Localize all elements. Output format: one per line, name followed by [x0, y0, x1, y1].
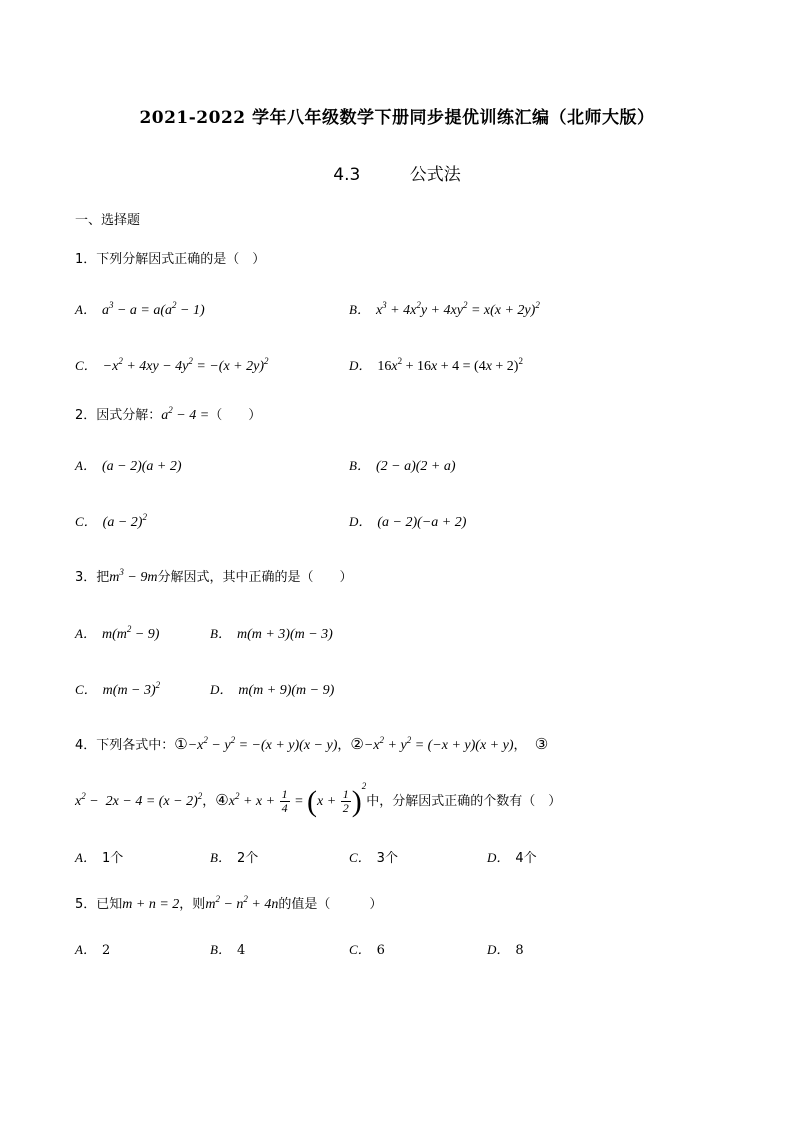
- option-expression: 1个: [101, 851, 124, 866]
- stem-text: （ ）: [209, 408, 262, 423]
- option-label: A．: [75, 302, 96, 317]
- question-4-option-c: [349, 848, 398, 869]
- stem-text: 4．下列各式中：: [75, 738, 175, 753]
- option-label: D．: [349, 358, 372, 373]
- question-4-stem-line-2: $x^2 - 2x - 4 = (x - 2)^2$，$④x^2 + x$ + $\frac{1}{4}$ = (x + $\frac{1}{2}$ )$^2$中，分解因式正确的个数有（ ）: [75, 781, 562, 818]
- item-expression: $-x^2 - y^2 = -(x + y)(x - y)$: [187, 735, 338, 753]
- option-label: B．: [210, 942, 231, 957]
- stem-text: 分解因式，其中正确的是（ ）: [157, 570, 353, 585]
- question-5-option-c: [349, 940, 385, 961]
- question-4-stem-line-1: 4．下列各式中：$①-x^2 - y^2 = -(x + y)(x - y)$，$②-x^2 + y^2 = (-x + y)(x + y)$， ③: [75, 735, 549, 753]
- question-4-option-d: [487, 848, 537, 869]
- question-3-option-c: [75, 680, 160, 701]
- option-expression: 2: [101, 943, 111, 958]
- option-expression: m(m + 9)(m − 9): [238, 683, 335, 698]
- item-expression: $x^2 - 2x - 4 = (x - 2)^2$: [75, 791, 203, 809]
- option-label: D．: [210, 682, 233, 697]
- option-label: C．: [349, 942, 371, 957]
- stem-expression: $m^3 - 9m$: [109, 567, 158, 585]
- question-2-option-d: [349, 512, 466, 533]
- item-mark: ④: [215, 791, 229, 809]
- item-mark: ③: [534, 735, 549, 753]
- option-expression: (a − 2)(−a + 2): [377, 515, 467, 530]
- option-expression: (a − 2)(a + 2): [101, 459, 182, 474]
- option-expression: $m(m^2 - 9)$: [101, 624, 160, 642]
- option-expression: $(a - 2)^2$: [102, 512, 147, 530]
- option-label: C．: [75, 514, 97, 529]
- item-expression: $-x^2 + y^2 = (-x + y)(x + y)$: [363, 735, 514, 753]
- option-label: D．: [349, 514, 372, 529]
- question-1-option-b: [349, 300, 540, 321]
- option-label: A．: [75, 850, 96, 865]
- stem-text: ，则: [179, 897, 206, 912]
- question-1-option-d: [349, 356, 523, 377]
- section-number: 4.3: [333, 165, 361, 185]
- option-label: D．: [487, 942, 510, 957]
- question-3-option-a: [75, 624, 159, 645]
- section-name: 公式法: [409, 165, 461, 185]
- option-expression: 6: [376, 943, 385, 958]
- question-5-option-b: [210, 940, 245, 961]
- question-1-stem: 1．下列分解因式正确的是（ ）: [75, 252, 266, 267]
- stem-expression: m + n = 2: [122, 897, 180, 912]
- item-mark: ①: [174, 735, 188, 753]
- option-label: C．: [349, 850, 371, 865]
- option-label: B．: [349, 458, 370, 473]
- stem-expression: $a^2 - 4$ =: [161, 405, 210, 423]
- question-2-option-a: [75, 456, 182, 477]
- option-expression: $x^3 + 4x^2y + 4xy^2 = x(x + 2y)^2$: [375, 300, 540, 318]
- item-expression: $x^2 + x$ + $\frac{1}{4}$ = (x + $\frac{1}{2}$ )$^2$: [228, 781, 367, 818]
- stem-expression: $m^2 - n^2 + 4n$: [205, 894, 279, 912]
- question-1-option-a: [75, 300, 205, 321]
- question-2-option-c: [75, 512, 147, 533]
- question-1-option-c: [75, 356, 268, 377]
- stem-text: 5．已知: [75, 897, 123, 912]
- question-5-option-d: [487, 940, 524, 961]
- option-expression: $a^3 - a = a(a^2 - 1)$: [101, 300, 205, 318]
- option-expression: 4个: [515, 851, 537, 866]
- option-expression: 8: [515, 943, 524, 958]
- option-label: B．: [210, 626, 231, 641]
- question-4-option-b: [210, 848, 258, 869]
- question-5-stem: [75, 895, 382, 915]
- item-mark: ②: [350, 735, 364, 753]
- option-label: A．: [75, 626, 96, 641]
- section-heading: 一、选择题: [75, 213, 141, 228]
- option-expression: $16x^2 + 16x + 4 = (4x + 2)^2$: [377, 356, 523, 374]
- option-expression: 3个: [376, 851, 398, 866]
- option-label: A．: [75, 458, 96, 473]
- option-label: C．: [75, 682, 97, 697]
- option-expression: (2 − a)(2 + a): [375, 459, 456, 474]
- question-5-option-a: [75, 940, 110, 961]
- question-2-option-b: [349, 456, 456, 477]
- question-4-option-a: [75, 848, 123, 869]
- question-3-stem: [75, 568, 352, 588]
- stem-text: 2．因式分解：: [75, 408, 162, 423]
- document-title: 2021-2022 学年八年级数学下册同步提优训练汇编（北师大版）: [139, 108, 655, 128]
- option-expression: $m(m - 3)^2$: [102, 680, 161, 698]
- option-expression: 2个: [236, 851, 259, 866]
- question-3-option-d: [210, 680, 334, 701]
- stem-text: 3．把: [75, 570, 110, 585]
- option-expression: m(m + 3)(m − 3): [236, 627, 333, 642]
- option-label: C．: [75, 358, 97, 373]
- stem-text: 中，分解因式正确的个数有（ ）: [366, 794, 562, 809]
- stem-text: 的值是（ ）: [278, 897, 383, 912]
- question-3-option-b: [210, 624, 333, 645]
- option-label: B．: [210, 850, 231, 865]
- option-label: A．: [75, 942, 96, 957]
- option-label: B．: [349, 302, 370, 317]
- option-label: D．: [487, 850, 510, 865]
- section-title: [0, 160, 794, 185]
- option-expression: $-x^2 + 4xy - 4y^2 = -(x + 2y)^2$: [102, 356, 269, 374]
- question-2-stem: [75, 406, 261, 426]
- option-expression: 4: [236, 943, 246, 958]
